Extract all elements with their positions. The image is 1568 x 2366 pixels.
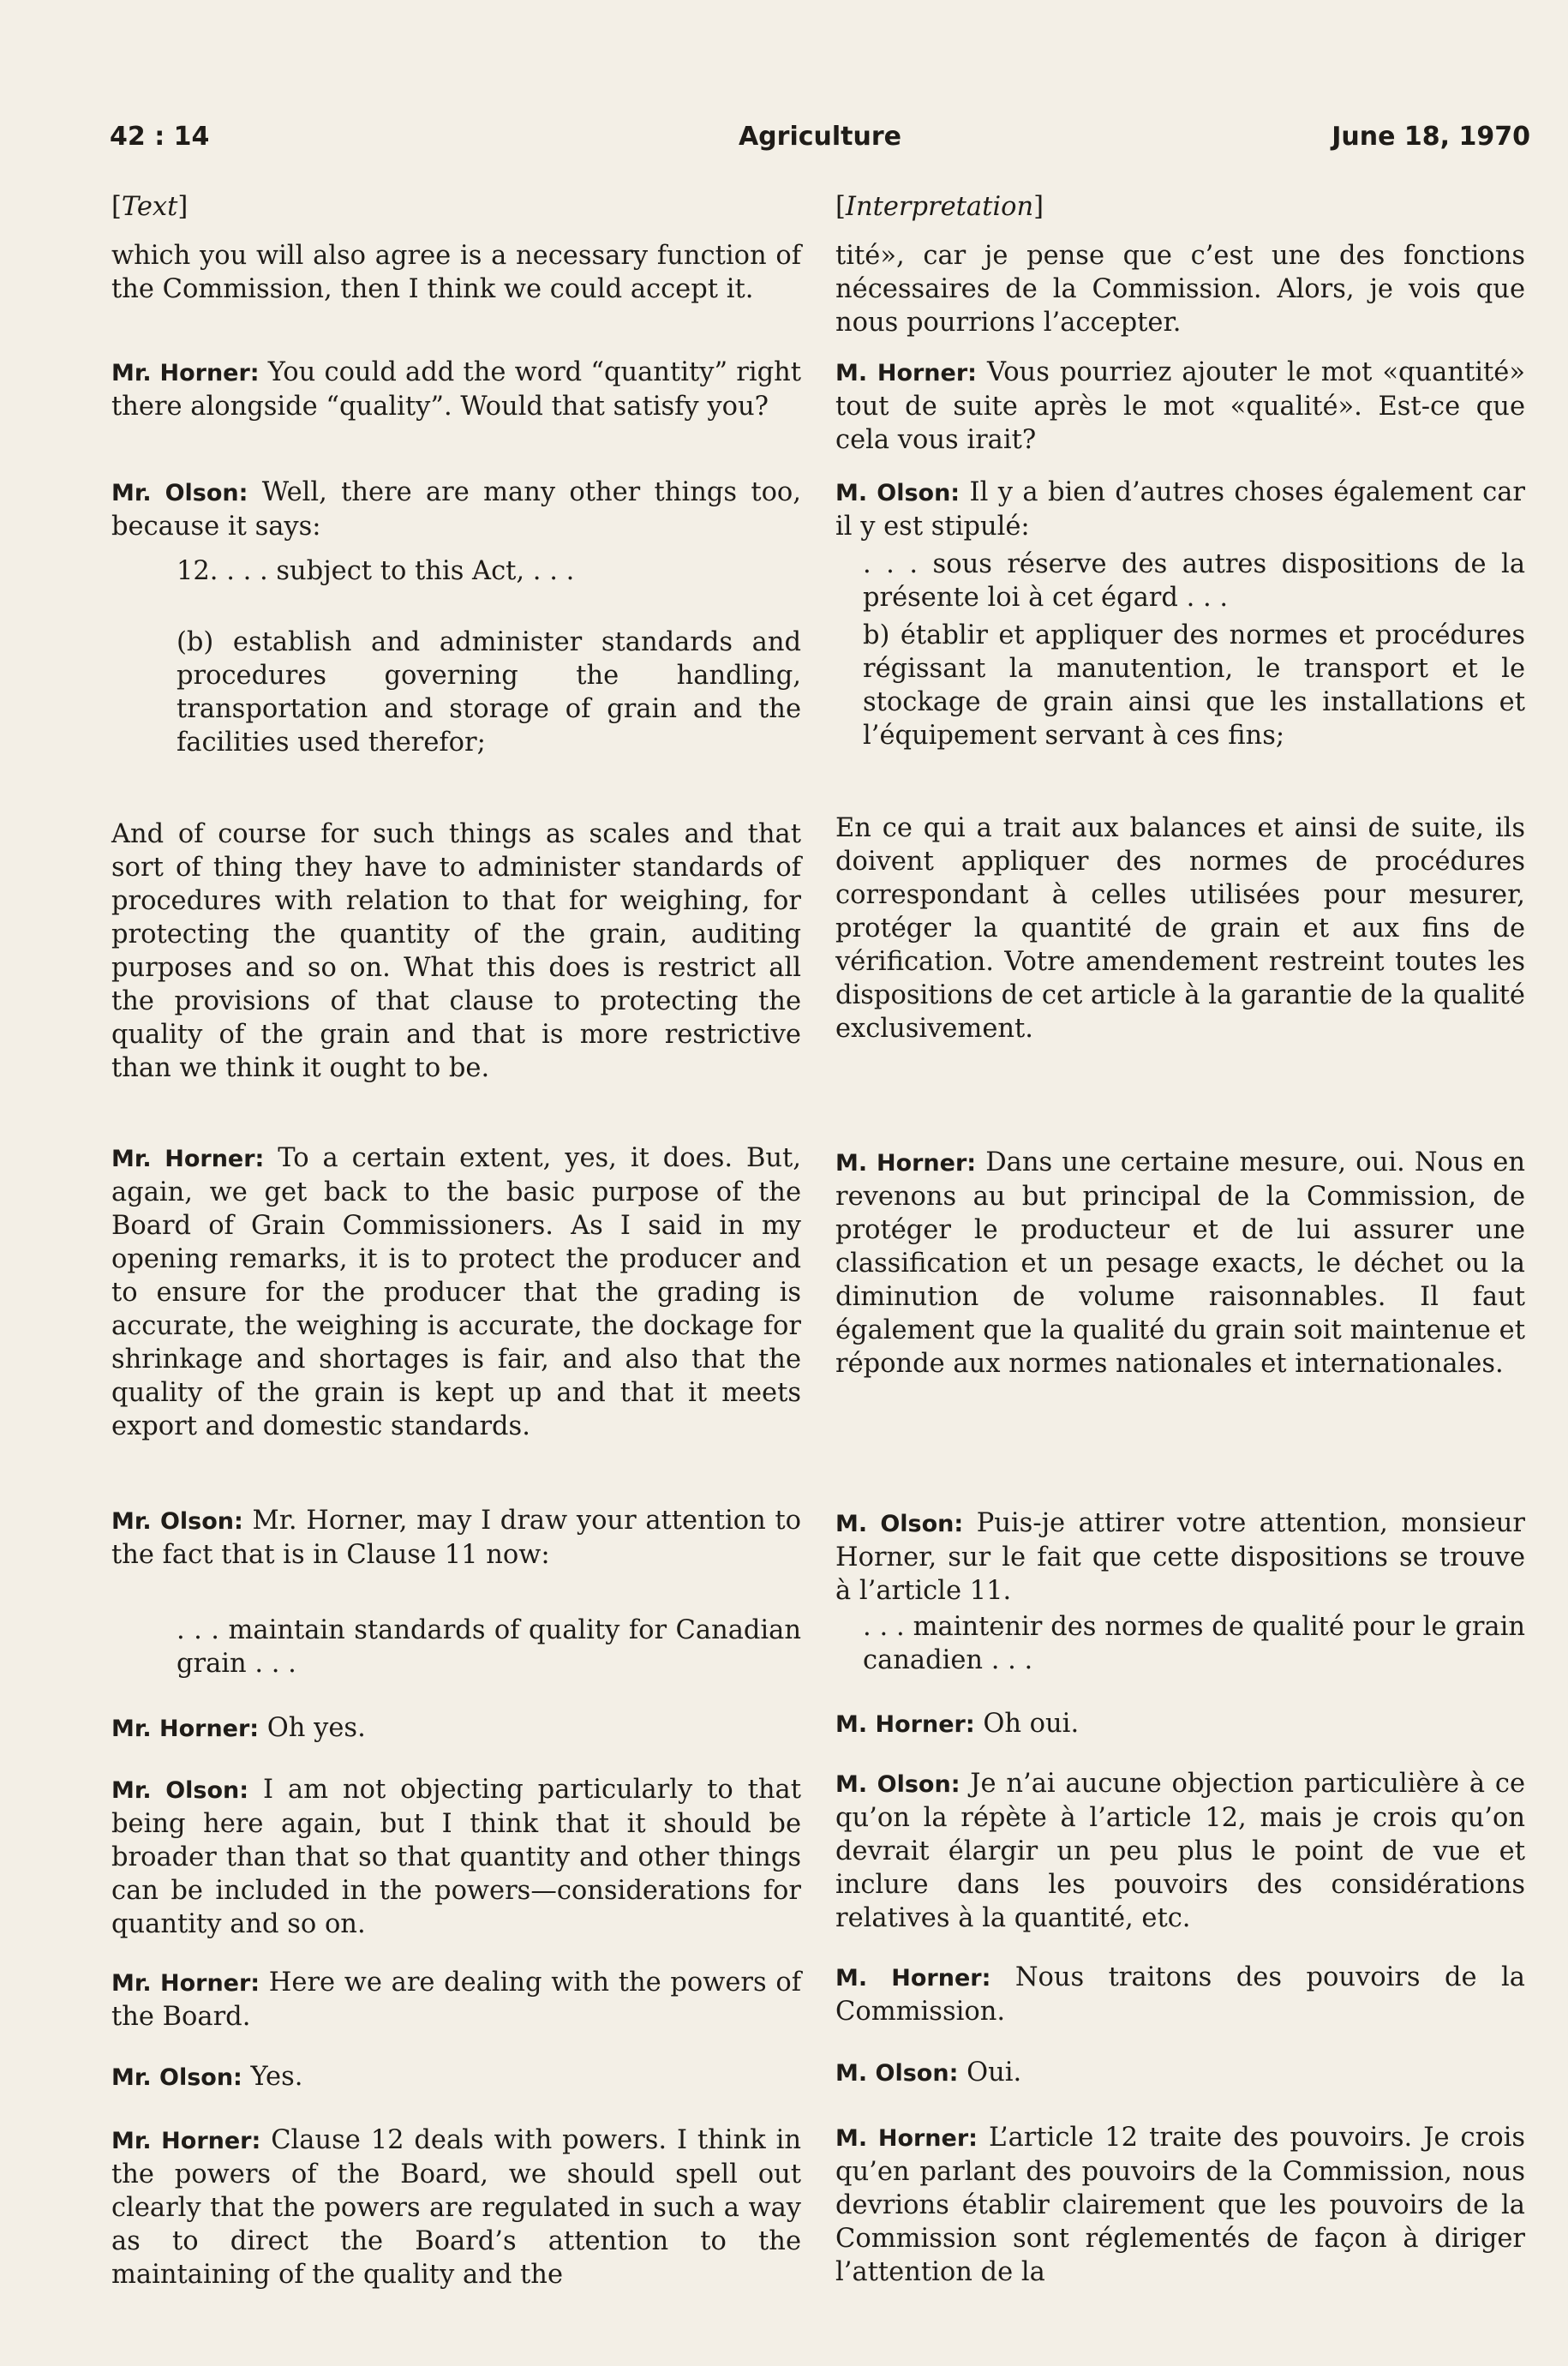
speech-paragraph: M. Olson: Puis-je attirer votre attention, monsieur Horner, sur le fait que cette dispositions se trouve à l’article 11.: [835, 1508, 1526, 1606]
speech-paragraph: M. Horner: Vous pourriez ajouter le mot «quantité» tout de suite après le mot «qualité». Est-ce que cela vous irait?: [835, 357, 1525, 455]
page-header: [110, 122, 1530, 165]
quoted-text: . . . maintain standards of quality for Canadian grain . . .: [177, 1615, 801, 1679]
quoted-text: . . . maintenir des normes de qualité pour le grain canadien . . .: [863, 1612, 1525, 1675]
speaker-name: Mr. Olson:: [111, 1777, 249, 1804]
speech-paragraph: Mr. Horner: To a certain extent, yes, it does. But, again, we get back to the basic purpose of the Board of Grain Commissioners. As I said in my opening remarks, it is to protect the producer and to ensure for the producer that the grading is accurate, the weighing is accurate, the dockage for shrinkage and shortages is fair, and also that the quality of the grain is kept up and that it meets export and domestic standards.: [111, 1143, 801, 1441]
speech-paragraph: Mr. Horner: You could add the word “quantity” right there alongside “quality”. Would that satisfy you?: [111, 357, 801, 422]
page-number: 42 : 14: [110, 122, 210, 152]
paragraph: which you will also agree is a necessary function of the Commission, then I think we could accept it.: [111, 241, 801, 304]
speech-paragraph: Mr. Horner: Here we are dealing with the powers of the Board.: [111, 1968, 801, 2032]
speech-paragraph: M. Horner: Nous traitons des pouvoirs de la Commission.: [835, 1962, 1525, 2027]
speech-paragraph: M. Olson: Je n’ai aucune objection particulière à ce qu’on la répète à l’article 12, mais je crois qu’on devrait élargir un peu plus le point de vue et inclure dans les pouvoirs des considérations relatives à la quantité, etc.: [835, 1769, 1526, 1933]
speech-paragraph: Mr. Olson: Mr. Horner, may I draw your attention to the fact that is in Clause 11 now:: [111, 1506, 802, 1570]
quoted-text: . . . sous réserve des autres dispositions de la présente loi à cet égard . . .: [863, 549, 1525, 613]
quoted-text: (b) establish and administer standards and procedures governing the handling, transportation and storage of grain and the facilities used therefor;: [177, 627, 801, 758]
speaker-name: M. Horner:: [835, 1965, 991, 1992]
paragraph: And of course for such things as scales and that sort of thing they have to administer standards of procedures with relation to that for weighing, for protecting the quantity of the grain, auditing purposes and so on. What this does is restrict all the provisions of that clause to protecting the quality of the grain and that is more restrictive than we think it ought to be.: [111, 819, 801, 1083]
speaker-name: Mr. Olson:: [111, 2064, 242, 2091]
quoted-text: b) établir et appliquer des normes et procédures régissant la manutention, le transport et le stockage de grain ainsi que les installations et l’équipement servant à ces fins;: [863, 620, 1525, 751]
running-title: Agriculture: [738, 122, 902, 152]
page-date: June 18, 1970: [1332, 122, 1530, 152]
speaker-name: Mr. Olson:: [111, 480, 248, 506]
speaker-name: Mr. Horner:: [111, 1716, 260, 1742]
speaker-name: Mr. Horner:: [111, 2128, 261, 2154]
speech-paragraph: Mr. Horner: Oh yes.: [111, 1713, 366, 1743]
speech-paragraph: M. Olson: Il y a bien d’autres choses également car il y est stipulé:: [835, 477, 1525, 542]
speaker-name: M. Olson:: [835, 480, 961, 506]
speech-paragraph: Mr. Olson: Well, there are many other things too, because it says:: [111, 477, 801, 542]
quoted-text: 12. . . . subject to this Act, . . .: [177, 556, 575, 586]
paragraph: tité», car je pense que c’est une des fonctions nécessaires de la Commission. Alors, je vois que nous pourrions l’accepter.: [835, 241, 1525, 338]
speaker-name: M. Horner:: [835, 1150, 977, 1177]
speech-paragraph: M. Horner: Dans une certaine mesure, oui. Nous en revenons au but principal de la Commission, de protéger le producteur et de lui assurer une classification et un pesage exacts, le déchet ou la diminution de volume raisonnables. Il faut également que la qualité du grain soit maintenue et réponde aux normes nationales et internationales.: [835, 1147, 1525, 1379]
speaker-name: M. Horner:: [835, 1711, 975, 1738]
speaker-name: Mr. Olson:: [111, 1508, 243, 1535]
speech-paragraph: Mr. Olson: Yes.: [111, 2062, 303, 2092]
speech-paragraph: Mr. Olson: I am not objecting particularly to that being here again, but I think that it should be broader than that so that quantity and other things can be included in the powers—considerations for quantity and so on.: [111, 1775, 801, 1939]
speech-paragraph: M. Horner: Oh oui.: [835, 1709, 1080, 1739]
speaker-name: M. Olson:: [835, 1771, 961, 1798]
speaker-name: M. Olson:: [835, 2060, 959, 2087]
speaker-name: Mr. Horner:: [111, 360, 260, 386]
paragraph: En ce qui a trait aux balances et ainsi de suite, ils doivent appliquer des normes de procédures correspondant à celles utilisées pour mesurer, protéger la quantité de grain et aux fins de vérification. Votre amendement restreint toutes les dispositions de cet article à la garantie de la qualité exclusivement.: [835, 813, 1525, 1044]
speech-paragraph: M. Horner: L’article 12 traite des pouvoirs. Je crois qu’en parlant des pouvoirs de la Commission, nous devrions établir clairement que les pouvoirs de la Commission sont réglementés de façon à diriger l’attention de la: [835, 2123, 1525, 2287]
column-heading: [Interpretation]: [835, 192, 1044, 222]
speech-paragraph: M. Olson: Oui.: [835, 2058, 1022, 2087]
speaker-name: M. Olson:: [835, 1511, 964, 1537]
speaker-name: M. Horner:: [835, 2125, 978, 2152]
column-heading: [Text]: [111, 192, 189, 222]
speaker-name: M. Horner:: [835, 360, 977, 386]
speaker-name: Mr. Horner:: [111, 1970, 260, 1997]
speech-paragraph: Mr. Horner: Clause 12 deals with powers. I think in the powers of the Board, we should spell out clearly that the powers are regulated in such a way as to direct the Board’s attention to the maintaining of the quality and the: [111, 2125, 801, 2290]
speaker-name: Mr. Horner:: [111, 1146, 265, 1172]
